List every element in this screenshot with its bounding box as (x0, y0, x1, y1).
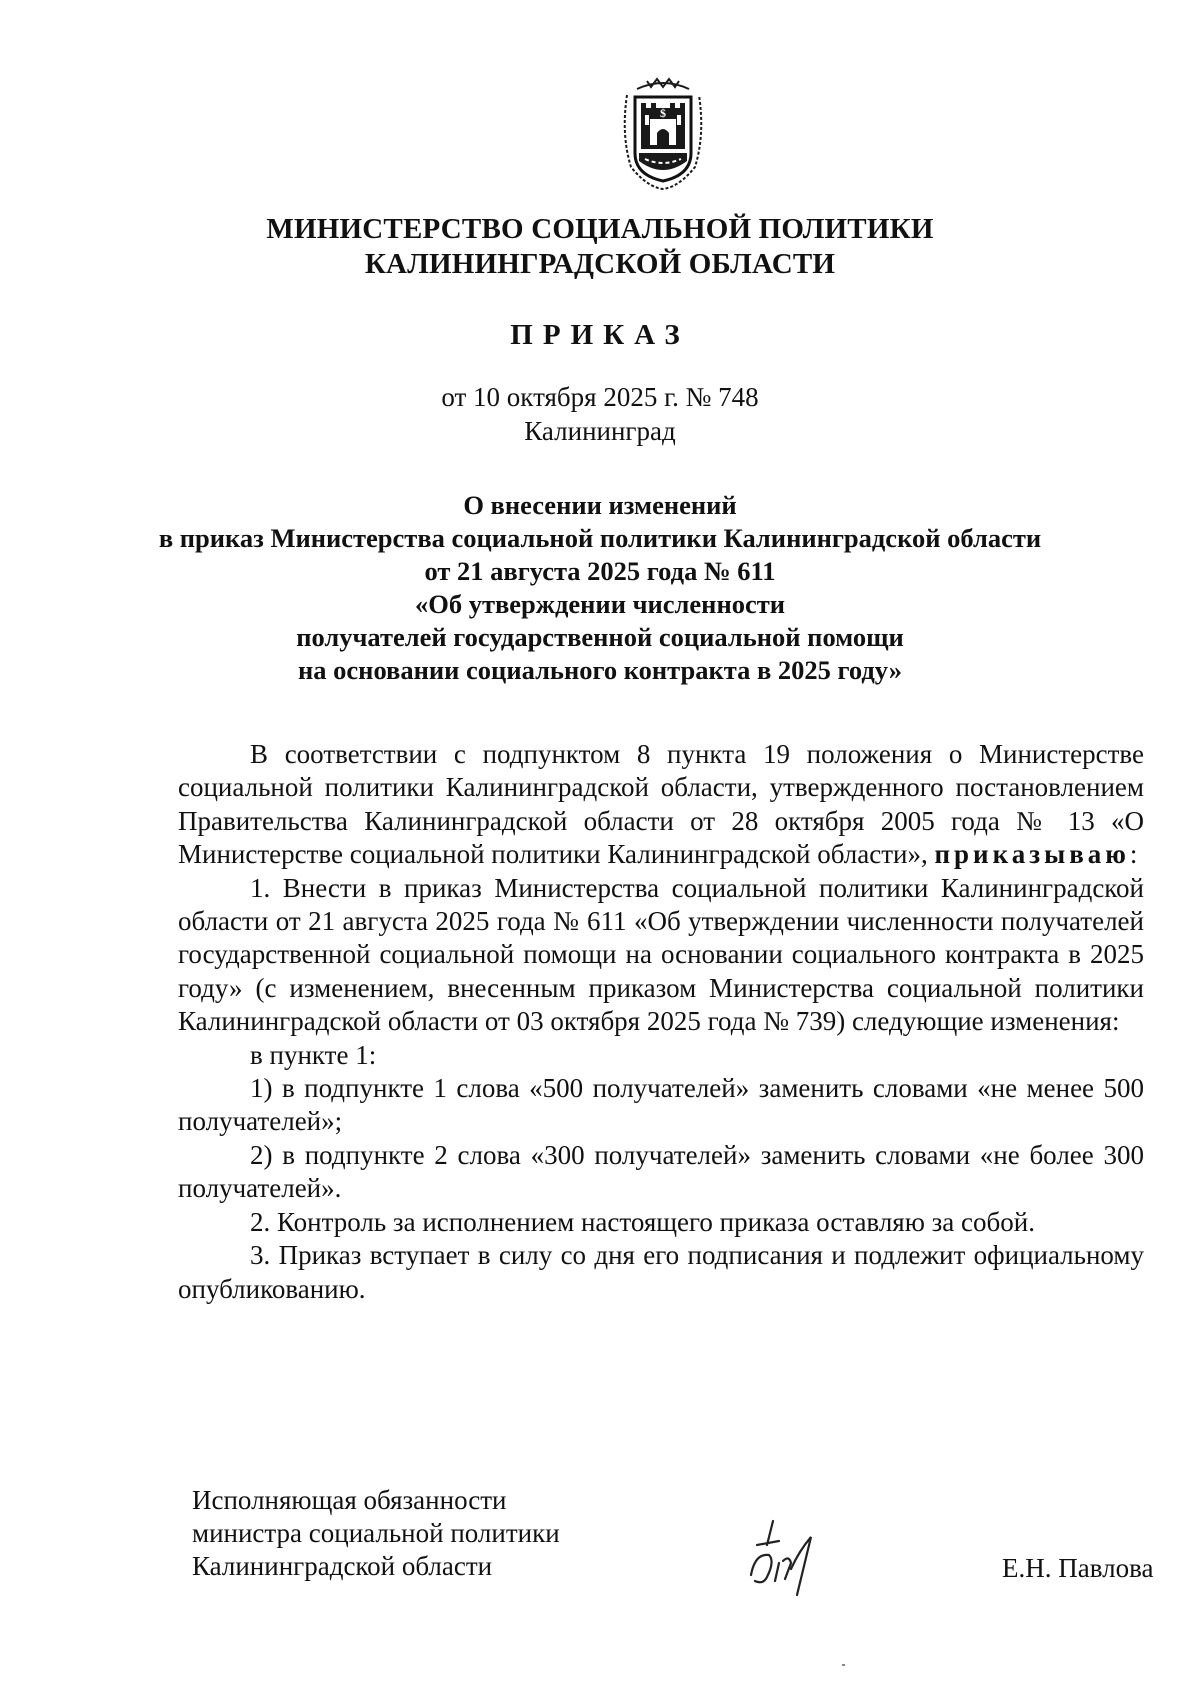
coat-of-arms-icon (617, 75, 709, 193)
title-line-3: от 21 августа 2025 года № 611 (424, 556, 776, 586)
svg-text:$: $ (660, 106, 666, 120)
item-2: 2. Контроль за исполнением настоящего приказа оставляю за собой. (250, 1206, 1035, 1237)
subitem-1: 1) в подпункте 1 слова «500 получателей» заменить словами «не менее 500 получателей»; (178, 1073, 1144, 1137)
order-word: приказываю (934, 839, 1130, 870)
scan-speck (842, 1664, 845, 1666)
signatory-name: Е.Н. Павлова (1002, 1553, 1154, 1583)
ministry-name-line1: МИНИСТЕРСТВО СОЦИАЛЬНОЙ ПОЛИТИКИ (266, 213, 934, 245)
item-1: 1. Внести в приказ Министерства социальной политики Калининградской области от 21 августа 2025 года № 611 «Об утверждении численности получателей государственной социальной помощи на основании социального контракта в 2025 году» (с изменением, внесенным приказом Министерства социальной политики Калининградской области от 03 октября 2025 года № 739) следующие изменения: (178, 872, 1144, 1037)
position-line-2: министра социальной политики (192, 1518, 560, 1548)
title-line-5: получателей государственной социальной помощи (296, 622, 904, 652)
date-number: от 10 октября 2025 г. № 748 (441, 382, 759, 412)
signatory-position (192, 1484, 560, 1583)
ministry-name-line2: КАЛИНИНГРАДСКОЙ ОБЛАСТИ (364, 248, 836, 280)
position-line-1: Исполняющая обязанности (192, 1485, 507, 1515)
title-line-6: на основании социального контракта в 2025 году» (298, 655, 902, 685)
title-line-2: в приказ Министерства социальной политики Калининградской области (158, 523, 1042, 553)
item-3: 3. Приказ вступает в силу со дня его подписания и подлежит официальному опубликованию. (178, 1240, 1144, 1304)
subitem-2: 2) в подпункте 2 слова «300 получателей» заменить словами «не более 300 получателей». (178, 1139, 1144, 1204)
position-line-3: Калининградской области (192, 1551, 493, 1581)
document-type-heading: ПРИКАЗ (510, 319, 690, 351)
title-line-1: О внесении изменений (463, 490, 737, 520)
in-point: в пункте 1: (250, 1039, 377, 1070)
preamble-paragraph: В соответствии с подпунктом 8 пункта 19 положения о Министерстве социальной политики Калининградской области, утвержденного постановлением Правительства Калининградской области от 28 октября 2005 года № 13 «О Министерстве социальной политики Калининградской области», приказываю: (178, 739, 1144, 870)
document-body (178, 738, 1144, 1306)
title-line-4: «Об утверждении численности (414, 589, 786, 619)
handwritten-signature-icon (745, 1515, 831, 1597)
preamble-text: В соответствии с подпунктом 8 пункта 19 положения о Министерстве социальной политики Калининградской области, утвержденного постановлением Правительства Калининградской области от 28 октября 2005 года № 13 «О Министерстве социальной политики Калининградской области», (178, 739, 1144, 870)
city: Калининград (524, 416, 676, 446)
